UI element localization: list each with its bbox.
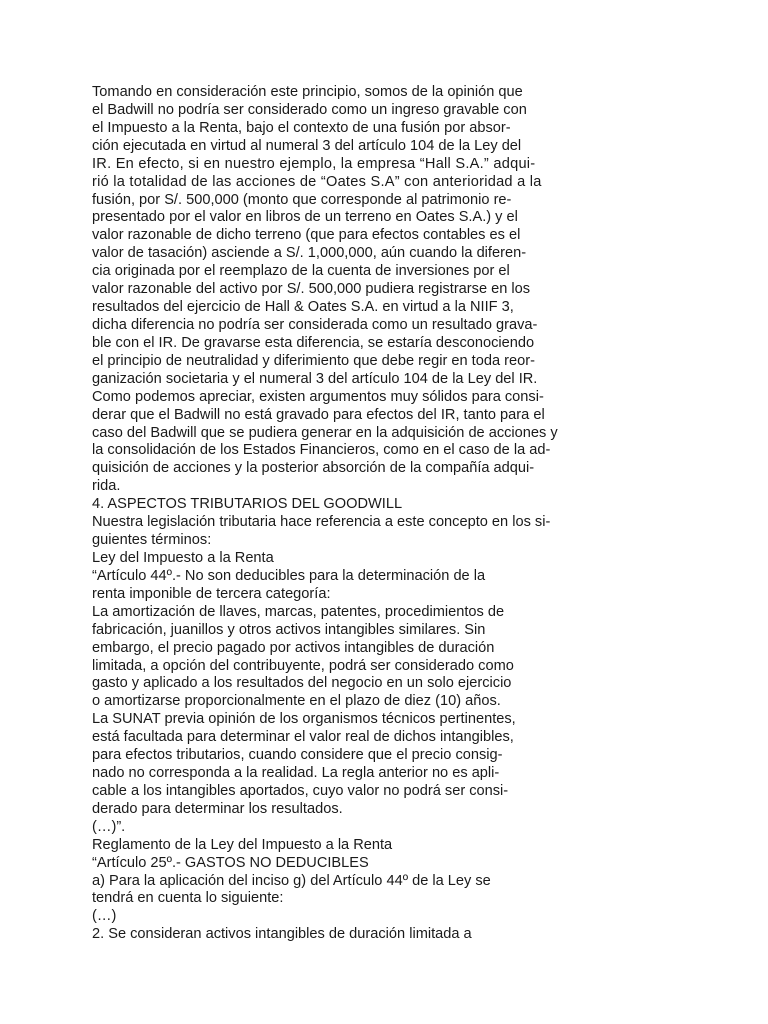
- text-line: (…): [92, 908, 117, 925]
- text-line: valor razonable de dicho terreno (que para efectos contables es el: [92, 227, 521, 244]
- text-line: valor de tasación) asciende a S/. 1,000,000, aún cuando la diferen-: [92, 245, 527, 262]
- text-line: está facultada para determinar el valor real de dichos intangibles,: [92, 729, 514, 746]
- text-line: Reglamento de la Ley del Impuesto a la Renta: [92, 836, 393, 853]
- text-line: 4. ASPECTOS TRIBUTARIOS DEL GOODWILL: [92, 496, 403, 513]
- text-line: el principio de neutralidad y diferimiento que debe regir en toda reor-: [92, 352, 535, 369]
- text-line: cable a los intangibles aportados, cuyo valor no podrá ser consi-: [92, 782, 509, 799]
- text-line: resultados del ejercicio de Hall & Oates S.A. en virtud a la NIIF 3,: [92, 299, 514, 316]
- text-line: ble con el IR. De gravarse esta diferencia, se estaría desconociendo: [92, 334, 535, 351]
- text-line: caso del Badwill que se pudiera generar en la adquisición de acciones y: [92, 424, 558, 441]
- text-line: 2. Se consideran activos intangibles de duración limitada a: [92, 926, 472, 943]
- text-line: rió la totalidad de las acciones de “Oates S.A” con anterioridad a la: [92, 173, 542, 190]
- text-line: el Impuesto a la Renta, bajo el contexto de una fusión por absor-: [92, 119, 511, 136]
- text-line: IR. En efecto, si en nuestro ejemplo, la empresa “Hall S.A.” adqui-: [92, 155, 536, 172]
- text-line: a) Para la aplicación del inciso g) del Artículo 44º de la Ley se: [92, 872, 491, 889]
- text-line: para efectos tributarios, cuando considere que el precio consig-: [92, 747, 503, 764]
- text-line: ganización societaria y el numeral 3 del artículo 104 de la Ley del IR.: [92, 370, 538, 387]
- text-line: “Artículo 25º.- GASTOS NO DEDUCIBLES: [92, 854, 369, 871]
- text-line: valor razonable del activo por S/. 500,000 pudiera registrarse en los: [92, 281, 531, 298]
- text-line: La SUNAT previa opinión de los organismos técnicos pertinentes,: [92, 711, 516, 728]
- text-line: rida.: [92, 478, 121, 495]
- text-line: quisición de acciones y la posterior absorción de la compañía adqui-: [92, 460, 535, 477]
- text-line: embargo, el precio pagado por activos intangibles de duración: [92, 639, 495, 656]
- text-line: cia originada por el reemplazo de la cuenta de inversiones por el: [92, 263, 510, 280]
- text-line: el Badwill no podría ser considerado como un ingreso gravable con: [92, 101, 527, 118]
- text-line: gasto y aplicado a los resultados del negocio en un solo ejercicio: [92, 675, 512, 692]
- text-line: dicha diferencia no podría ser considerada como un resultado grava-: [92, 316, 538, 333]
- text-line: limitada, a opción del contribuyente, podrá ser considerado como: [92, 657, 514, 674]
- text-line: tendrá en cuenta lo siguiente:: [92, 890, 284, 907]
- text-line: ción ejecutada en virtud al numeral 3 del artículo 104 de la Ley del: [92, 137, 522, 154]
- text-line: presentado por el valor en libros de un terreno en Oates S.A.) y el: [92, 209, 518, 226]
- text-line: la consolidación de los Estados Financieros, como en el caso de la ad-: [92, 442, 551, 459]
- text-line: Como podemos apreciar, existen argumentos muy sólidos para consi-: [92, 388, 544, 405]
- text-line: fusión, por S/. 500,000 (monto que corresponde al patrimonio re-: [92, 191, 512, 208]
- text-line: (…)”.: [92, 818, 126, 835]
- document-body: [92, 84, 562, 944]
- text-line: nado no corresponda a la realidad. La regla anterior no es apli-: [92, 765, 500, 782]
- text-line: o amortizarse proporcionalmente en el plazo de diez (10) años.: [92, 693, 501, 710]
- text-line: “Artículo 44º.- No son deducibles para la determinación de la: [92, 567, 486, 584]
- text-line: guientes términos:: [92, 532, 212, 549]
- text-line: Nuestra legislación tributaria hace referencia a este concepto en los si-: [92, 514, 551, 531]
- text-line: renta imponible de tercera categoría:: [92, 585, 331, 602]
- text-line: derar que el Badwill no está gravado para efectos del IR, tanto para el: [92, 406, 545, 423]
- text-line: La amortización de llaves, marcas, patentes, procedimientos de: [92, 603, 505, 620]
- text-line: derado para determinar los resultados.: [92, 800, 343, 817]
- text-line: Ley del Impuesto a la Renta: [92, 549, 274, 566]
- text-line: fabricación, juanillos y otros activos intangibles similares. Sin: [92, 621, 486, 638]
- text-line: Tomando en consideración este principio, somos de la opinión que: [92, 84, 523, 100]
